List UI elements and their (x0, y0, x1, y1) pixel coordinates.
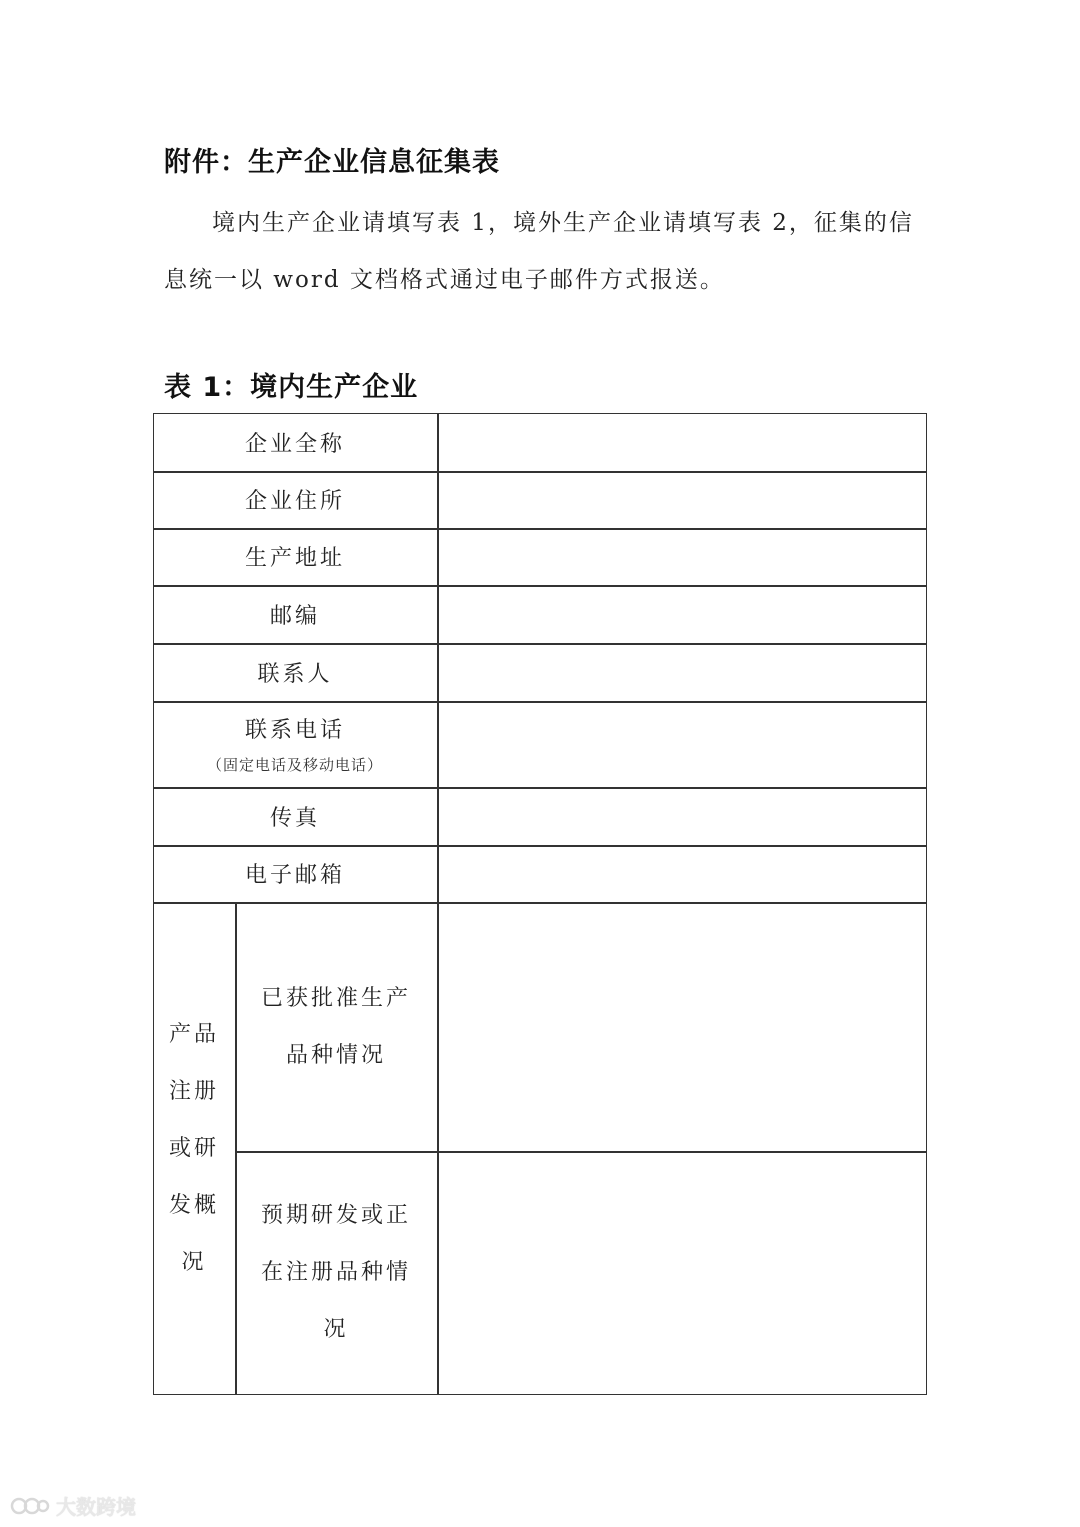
label-company-address: 企业住所 (244, 489, 345, 514)
value-production-address[interactable] (437, 528, 927, 585)
intro-paragraph: 境内生产企业请填写表 1，境外生产企业请填写表 2，征集的信息统一以 word 文档格式通过电子邮件方式报送。 (164, 210, 914, 293)
label-contact-phone (153, 701, 437, 787)
value-postcode[interactable] (437, 585, 927, 643)
product-overview-text: 产品注册或研发概况 (168, 1021, 219, 1275)
value-contact-person[interactable] (437, 643, 927, 701)
contact-phone-label: 联系电话 (244, 718, 345, 743)
watermark-logo-icon (10, 1495, 50, 1517)
value-company-address[interactable] (437, 471, 927, 528)
label-postcode: 邮编 (269, 603, 320, 629)
label-approved-products (235, 902, 437, 1151)
label-planned-products (235, 1151, 437, 1394)
value-email[interactable] (437, 845, 927, 902)
value-fax[interactable] (437, 787, 927, 845)
label-fax: 传真 (269, 805, 320, 831)
label-contact-person: 联系人 (257, 661, 333, 687)
value-company-name[interactable] (437, 413, 927, 471)
label-product-overview (153, 902, 235, 1394)
planned-products-text: 预期研发或正在注册品种情况 (260, 1203, 411, 1342)
label-email: 电子邮箱 (244, 863, 345, 888)
value-planned-products[interactable] (437, 1151, 927, 1394)
watermark-text: 大数跨境 (56, 1495, 136, 1519)
contact-phone-note: （固定电话及移动电话） (206, 756, 383, 774)
watermark (10, 1491, 136, 1520)
table-title: 表 1：境内生产企业 (164, 372, 419, 403)
value-approved-products[interactable] (437, 902, 927, 1151)
label-company-name: 企业全称 (244, 431, 345, 457)
approved-products-text: 已获批准生产品种情况 (261, 985, 412, 1068)
page-heading: 附件：生产企业信息征集表 (164, 147, 500, 178)
value-contact-phone[interactable] (437, 701, 927, 787)
label-production-address: 生产地址 (244, 546, 345, 571)
